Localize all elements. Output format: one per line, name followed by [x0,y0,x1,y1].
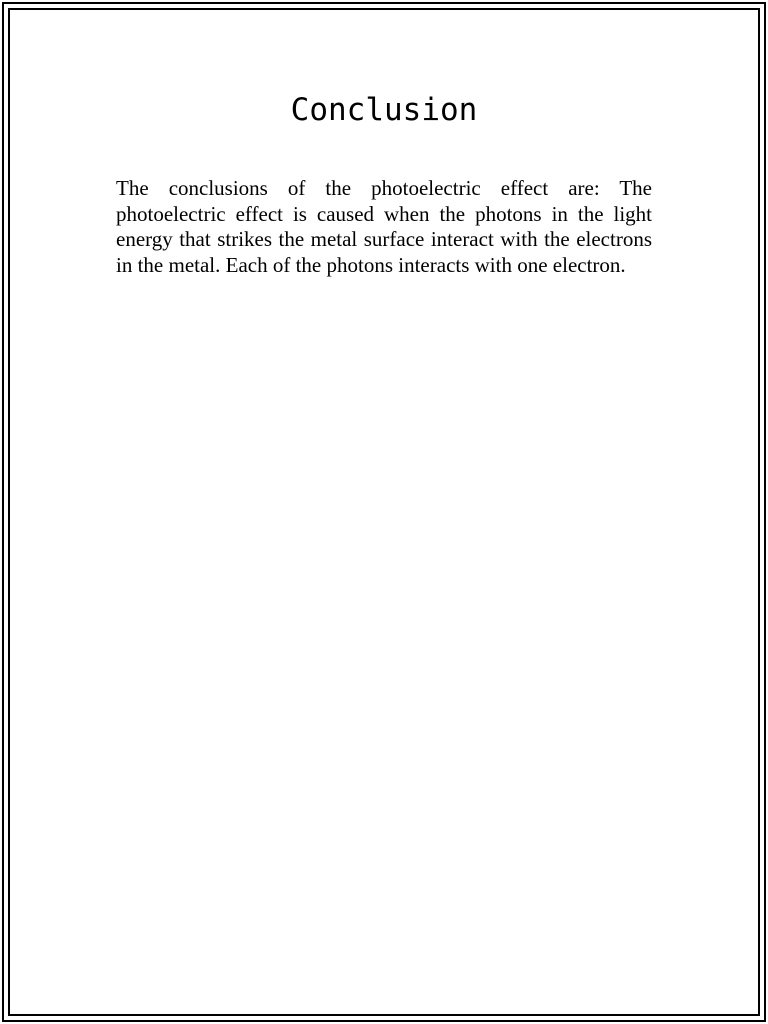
page-title: Conclusion [290,92,478,128]
page-border-inner [8,8,760,1016]
body-paragraph: The conclusions of the photoelectric effect are: The photoelectric effect is caused when the photons in the light energy that strikes the metal surface interact with the electrons in the metal. Each of the photons interacts with one electron. [116,176,652,277]
